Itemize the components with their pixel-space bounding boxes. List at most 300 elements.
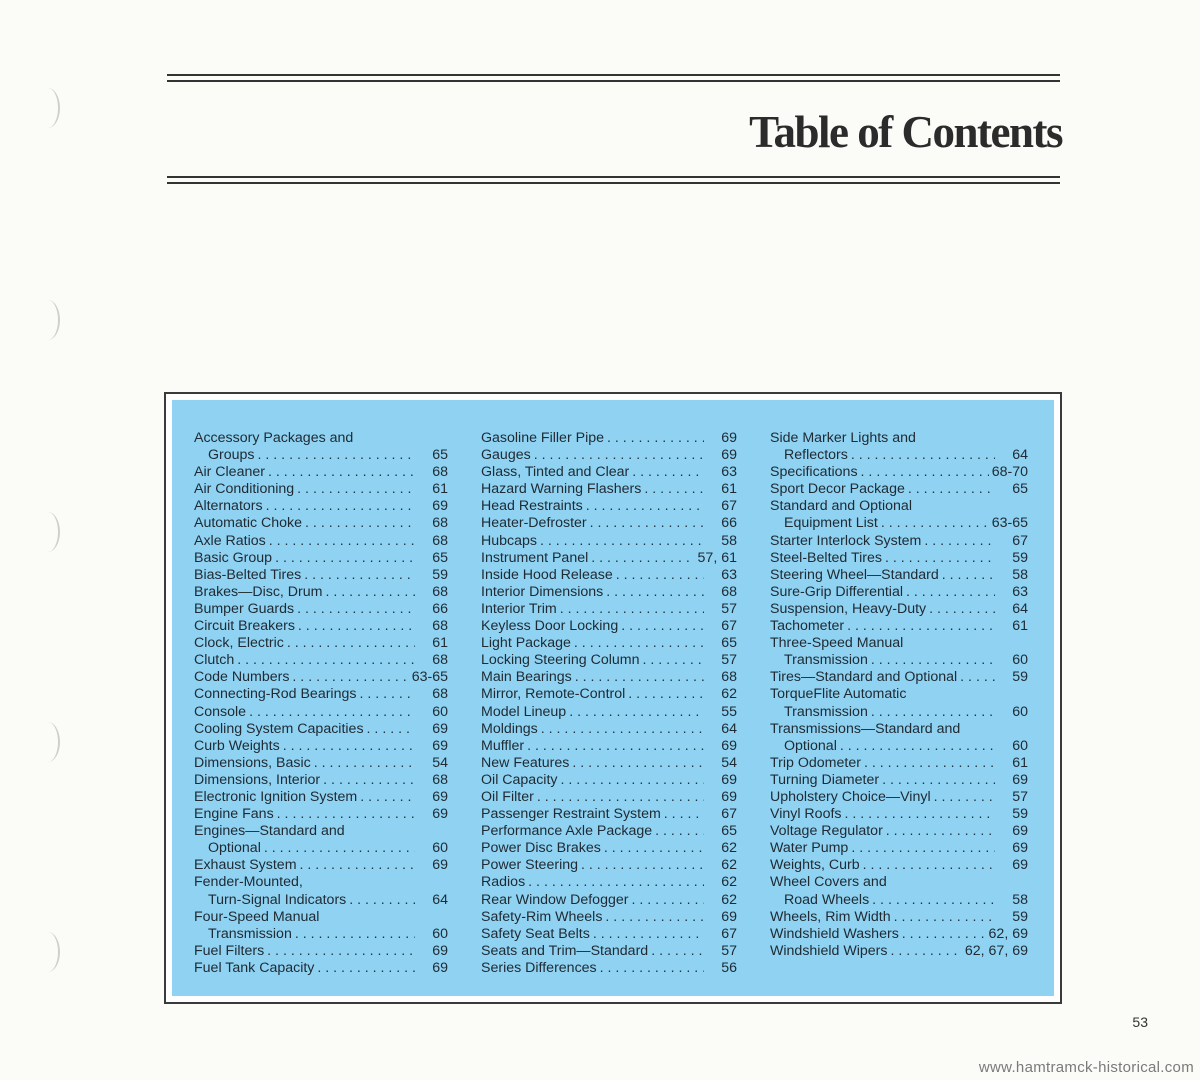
index-entry [481,584,737,601]
index-column-3 [770,430,1028,960]
index-entry-label: Rear Window Defogger [481,891,629,908]
dot-leader [264,840,415,857]
index-entry [481,652,737,669]
index-entry [770,806,1028,823]
index-entry-label: Inside Hood Release [481,566,613,583]
dot-leader [359,686,415,703]
index-entry [194,772,448,789]
index-entry [481,533,737,550]
index-entry-page: 68-70 [991,464,1028,481]
dot-leader [872,892,995,909]
index-entry-page: 69 [721,788,737,805]
index-entry [770,755,1028,772]
index-entry [770,652,1028,669]
index-entry-page: 57 [721,652,737,669]
index-entry-page: 59 [1012,908,1028,925]
index-entry-page: 63-65 [991,515,1028,532]
index-entry-label: Optional [784,737,837,754]
dot-leader [540,533,704,550]
index-entry-label: Bias-Belted Tires [194,566,302,583]
index-entry-label: Tachometer [770,618,845,635]
index-entry-label: Radios [481,874,526,891]
index-entry-label: Transmission [784,652,868,669]
dot-leader [632,464,704,481]
index-entry [770,721,1028,738]
dot-leader [268,464,415,481]
dot-leader [266,498,415,515]
index-entry-label: Tires—Standard and Optional [770,669,958,686]
index-entry [194,943,448,960]
dot-leader [847,618,995,635]
index-entry [194,840,448,857]
index-entry-page: 63-65 [411,669,448,686]
index-entry-label: Locking Steering Column [481,652,640,669]
index-entry-page: 69 [432,788,448,805]
dot-leader [572,755,704,772]
dot-leader [644,481,704,498]
index-entry [770,447,1028,464]
index-entry-label: Connecting-Rod Bearings [194,686,357,703]
dot-leader [851,840,995,857]
index-entry-label: Vinyl Roofs [770,806,842,823]
index-entry-label: Interior Trim [481,600,557,617]
dot-leader [616,567,704,584]
index-entry [481,823,737,840]
index-entry-label: Water Pump [770,840,849,857]
index-entry-label: Oil Filter [481,788,534,805]
dot-leader [643,652,704,669]
binder-hole [36,512,60,552]
index-entry-label: Air Conditioning [194,481,295,498]
index-entry [770,823,1028,840]
index-entry-label: Mirror, Remote-Control [481,686,626,703]
index-entry [194,652,448,669]
binder-hole [36,932,60,972]
index-entry-label: Fuel Tank Capacity [194,959,315,976]
dot-leader [902,926,986,943]
index-entry-page: 69 [721,430,737,446]
dot-leader [664,806,704,823]
index-entry [770,704,1028,721]
index-entry-label: Exhaust System [194,857,297,874]
dot-leader [628,686,704,703]
page-title: Table of Contents [749,107,1062,157]
dot-leader [269,533,415,550]
index-entry-label: Moldings [481,720,538,737]
index-entry-page: 62 [721,857,737,874]
index-entry [194,430,448,447]
index-entry [770,669,1028,686]
index-entry-label: Axle Ratios [194,532,266,549]
index-entry-page: 61 [432,481,448,498]
dot-leader [349,892,415,909]
index-entry [770,515,1028,532]
index-entry-page: 69 [432,498,448,515]
index-entry-page: 64 [432,891,448,908]
index-entry-label: Seats and Trim—Standard [481,942,649,959]
index-entry-label: Electronic Ignition System [194,788,358,805]
index-entry [770,481,1028,498]
index-entry-label: Curb Weights [194,737,280,754]
dot-leader [249,704,415,721]
index-entry [770,567,1028,584]
index-entry [481,447,737,464]
index-entry-label: Wheel Covers and [770,874,887,891]
index-entry-label: Light Package [481,635,571,652]
index-entry-page: 68 [432,532,448,549]
index-entry-page: 69 [721,447,737,464]
index-entry-page: 65 [721,823,737,840]
index-entry [194,874,448,891]
index-entry-label: Engine Fans [194,806,274,823]
binder-hole [36,300,60,340]
index-entry-page: 60 [432,703,448,720]
index-entry [481,669,737,686]
index-entry-page: 68 [721,583,737,600]
index-entry-label: Sport Decor Package [770,481,905,498]
index-entry-label: Hazard Warning Flashers [481,481,642,498]
binder-hole [36,722,60,762]
dot-leader [275,550,415,567]
index-entry [770,686,1028,703]
index-entry-page: 62, 69 [988,925,1028,942]
index-entry [481,618,737,635]
dot-leader [621,618,704,635]
index-entry-label: Main Bearings [481,669,572,686]
index-entry-label: Voltage Regulator [770,823,883,840]
index-entry-page: 61 [432,635,448,652]
dot-leader [605,909,704,926]
dot-leader [292,669,408,686]
index-entry-page: 65 [432,447,448,464]
index-entry-page: 58 [1012,566,1028,583]
index-entry-page: 69 [721,908,737,925]
index-entry-page: 62, 67, 69 [964,942,1028,959]
index-entry [481,926,737,943]
index-entry [481,738,737,755]
dot-leader [574,635,704,652]
dot-leader [607,430,704,447]
dot-leader [300,857,415,874]
dot-leader [894,909,995,926]
dot-leader [560,772,704,789]
index-entry-label: Fuel Filters [194,942,265,959]
index-entry-page: 64 [1012,447,1028,464]
index-entry-label: Clock, Electric [194,635,284,652]
index-entry [770,550,1028,567]
index-entry-label: Bumper Guards [194,600,295,617]
dot-leader [604,840,704,857]
index-column-2 [481,430,737,977]
dot-leader [600,960,704,977]
dot-leader [886,823,995,840]
index-entry [481,789,737,806]
index-entry-label: Standard and Optional [770,498,912,515]
index-entry-label: Power Steering [481,857,578,874]
index-entry-label: Glass, Tinted and Clear [481,464,630,481]
index-entry [770,789,1028,806]
index-entry-page: 67 [721,618,737,635]
index-entry [194,857,448,874]
index-entry [194,960,448,977]
index-entry-label: Starter Interlock System [770,532,922,549]
watermark: www.hamtramck-historical.com [978,1059,1194,1076]
dot-leader [871,652,995,669]
index-entry-label: Gasoline Filler Pipe [481,430,605,446]
index-entry [481,806,737,823]
index-entry-label: Side Marker Lights and [770,430,916,446]
index-entry-page: 69 [1012,771,1028,788]
index-entry-page: 60 [1012,737,1028,754]
index-entry-page: 65 [1012,481,1028,498]
index-entry [481,464,737,481]
dot-leader [591,550,694,567]
index-entry-label: Air Cleaner [194,464,265,481]
index-entry [481,430,737,447]
index-entry-page: 61 [1012,754,1028,771]
index-entry-page: 62 [721,686,737,703]
index-entry-page: 69 [432,942,448,959]
dot-leader [651,943,704,960]
index-entry-page: 68 [432,515,448,532]
dot-leader [881,515,989,532]
index-entry [481,498,737,515]
index-entry-page: 68 [432,618,448,635]
index-entry-label: Instrument Panel [481,549,589,566]
index-entry-label: Head Restraints [481,498,583,515]
index-entry [194,892,448,909]
index-entry-page: 68 [432,583,448,600]
page-number: 53 [1132,1014,1148,1030]
index-entry-page: 69 [721,737,737,754]
index-entry-page: 61 [1012,618,1028,635]
index-entry-label: Reflectors [784,447,848,464]
dot-leader [581,857,704,874]
dot-leader [541,721,704,738]
index-entry-page: 63 [721,566,737,583]
index-entry [481,567,737,584]
index-entry-label: Fender-Mounted, [194,874,303,891]
index-entry [481,755,737,772]
index-entry [194,806,448,823]
index-entry-page: 66 [721,515,737,532]
index-entry-label: Transmissions—Standard and [770,720,961,737]
index-entry-page: 67 [721,806,737,823]
dot-leader [528,874,704,891]
index-entry-page: 59 [1012,806,1028,823]
index-entry-label: Circuit Breakers [194,618,295,635]
index-entry [194,669,448,686]
index-entry-label: Road Wheels [784,891,870,908]
index-entry-page: 69 [1012,840,1028,857]
dot-leader [924,533,995,550]
index-entry [194,789,448,806]
dot-leader [882,772,995,789]
index-entry-page: 67 [1012,532,1028,549]
index-entry-page: 69 [1012,857,1028,874]
dot-leader [298,618,415,635]
index-entry-page: 68 [432,652,448,669]
index-entry-page: 69 [1012,823,1028,840]
index-entry-page: 69 [432,737,448,754]
index-entry [481,909,737,926]
index-entry-page: 68 [432,686,448,703]
dot-leader [871,704,995,721]
index-entry-label: Turn-Signal Indicators [208,891,347,908]
dot-leader [864,755,995,772]
dot-leader [295,926,415,943]
index-entry-label: Windshield Wipers [770,942,888,959]
index-entry [770,430,1028,447]
index-entry-label: Passenger Restraint System [481,806,661,823]
dot-leader [606,584,704,601]
index-entry-page: 69 [432,720,448,737]
index-entry-page: 65 [721,635,737,652]
index-entry [770,464,1028,481]
index-entry-page: 69 [721,771,737,788]
dot-leader [237,652,415,669]
title-rule [167,176,1060,188]
index-entry-label: Engines—Standard and [194,823,345,840]
index-entry-page: 58 [721,532,737,549]
index-entry-label: Interior Dimensions [481,583,604,600]
index-entry-page: 64 [1012,600,1028,617]
dot-leader [840,738,995,755]
index-entry-label: Alternators [194,498,263,515]
index-entry-label: TorqueFlite Automatic [770,686,907,703]
dot-leader [297,601,415,618]
index-entry [194,823,448,840]
dot-leader [326,584,416,601]
dot-leader [590,515,704,532]
index-entry-label: Console [194,703,247,720]
index-entry-page: 57 [721,600,737,617]
index-entry-label: Cooling System Capacities [194,720,364,737]
index-entry [481,601,737,618]
index-entry-label: Basic Group [194,549,273,566]
index-entry-label: Safety Seat Belts [481,925,590,942]
index-entry-label: Gauges [481,447,531,464]
index-entry-label: New Features [481,754,570,771]
index-entry [194,686,448,703]
index-entry [481,550,737,567]
index-entry [481,481,737,498]
index-entry [194,909,448,926]
dot-leader [851,447,995,464]
top-rule [167,74,1060,86]
index-entry [194,447,448,464]
index-entry [481,857,737,874]
index-entry-page: 57 [1012,788,1028,805]
index-entry-label: Steering Wheel—Standard [770,566,939,583]
index-entry [770,840,1028,857]
index-entry-label: Brakes—Disc, Drum [194,583,323,600]
dot-leader [934,789,995,806]
dot-leader [890,943,961,960]
index-entry-page: 60 [1012,703,1028,720]
dot-leader [861,464,989,481]
index-entry-label: Muffler [481,737,525,754]
index-entry-page: 68 [432,464,448,481]
index-entry-label: Oil Capacity [481,771,558,788]
dot-leader [537,789,704,806]
dot-leader [929,601,995,618]
index-entry [194,704,448,721]
index-entry-page: 55 [721,703,737,720]
dot-leader [297,481,415,498]
dot-leader [586,498,704,515]
index-entry [770,926,1028,943]
index-entry-label: Performance Axle Package [481,823,653,840]
index-column-1 [194,430,448,977]
index-entry [770,618,1028,635]
index-entry [481,686,737,703]
index-entry-page: 54 [721,754,737,771]
index-entry-label: Dimensions, Interior [194,771,321,788]
dot-leader [277,806,415,823]
index-entry-page: 61 [721,481,737,498]
index-entry-label: Four-Speed Manual [194,908,320,925]
index-entry-page: 59 [432,566,448,583]
dot-leader [863,857,995,874]
index-entry-label: Groups [208,447,255,464]
index-entry-page: 63 [1012,583,1028,600]
dot-leader [317,960,415,977]
index-entry [194,635,448,652]
index-entry-page: 59 [1012,669,1028,686]
dot-leader [367,721,415,738]
index-entry [481,960,737,977]
index-entry [194,601,448,618]
index-entry-label: Code Numbers [194,669,290,686]
index-entry-page: 67 [721,498,737,515]
index-entry-page: 60 [432,925,448,942]
index-entry [770,772,1028,789]
index-entry-label: Keyless Door Locking [481,618,619,635]
dot-leader [655,823,704,840]
dot-leader [906,584,995,601]
dot-leader [908,481,995,498]
index-entry-label: Sure-Grip Differential [770,583,903,600]
index-entry [481,704,737,721]
index-entry-label: Turning Diameter [770,771,880,788]
index-entry [194,533,448,550]
index-entry-label: Transmission [784,703,868,720]
index-entry-label: Hubcaps [481,532,537,549]
dot-leader [283,738,415,755]
dot-leader [305,515,415,532]
dot-leader [527,738,704,755]
dot-leader [304,567,415,584]
index-entry [770,584,1028,601]
index-entry [770,533,1028,550]
index-entry [194,464,448,481]
index-entry [194,584,448,601]
index-entry [194,550,448,567]
dot-leader [258,447,415,464]
index-entry-page: 57, 61 [697,549,737,566]
dot-leader [575,669,704,686]
index-entry [770,892,1028,909]
index-entry-page: 58 [1012,891,1028,908]
dot-leader [942,567,995,584]
index-entry-page: 59 [1012,549,1028,566]
dot-leader [560,601,704,618]
index-entry-page: 69 [432,857,448,874]
index-entry-page: 69 [432,959,448,976]
index-entry [770,874,1028,891]
index-entry [481,874,737,891]
